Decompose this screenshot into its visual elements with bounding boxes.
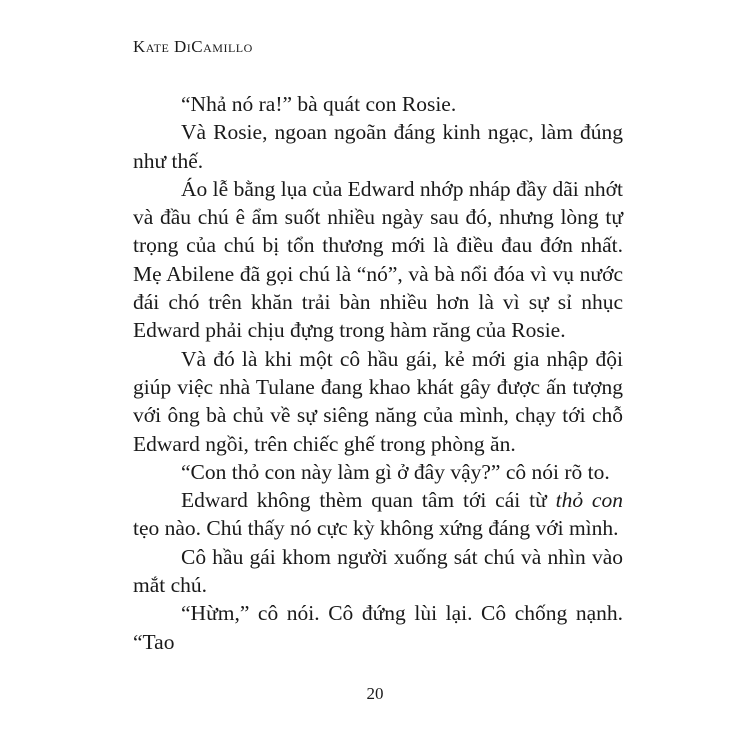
paragraph <box>133 543 623 600</box>
paragraph <box>133 345 623 458</box>
text-run: Và Rosie, ngoan ngoãn đáng kinh ngạc, làm đúng như thế. <box>133 120 623 173</box>
paragraph <box>133 486 623 543</box>
text-run: Áo lễ bằng lụa của Edward nhớp nháp đầy dãi nhớt và đầu chú ê ẩm suốt nhiều ngày sau đó, nhưng lòng tự trọng của chú bị tổn thương mới là điều đau đớn nhất. Mẹ Abilene đã gọi chú là “nó”, và bà nổi đóa vì vụ nước đái chó trên khăn trải bàn nhiều hơn là vì sự sỉ nhục Edward phải chịu đựng trong hàm răng của Rosie. <box>133 176 623 343</box>
text-run: Và đó là khi một cô hầu gái, kẻ mới gia nhập đội giúp việc nhà Tulane đang khao khát gây được ấn tượng với ông bà chủ về sự siêng năng của mình, chạy tới chỗ Edward ngồi, trên chiếc ghế trong phòng ăn. <box>133 346 623 456</box>
paragraph <box>133 118 623 175</box>
body-text <box>133 90 623 656</box>
paragraph <box>133 458 623 486</box>
text-run: Edward không thèm quan tâm tới cái từ <box>181 488 556 513</box>
text-run: Cô hầu gái khom người xuống sát chú và nhìn vào mắt chú. <box>133 544 623 598</box>
paragraph <box>133 90 623 118</box>
paragraph <box>133 599 623 656</box>
italic-text: thỏ con <box>555 488 623 513</box>
text-run: tẹo nào. Chú thấy nó cực kỳ không xứng đáng với mình. <box>133 516 619 541</box>
text-run: “Con thỏ con này làm gì ở đây vậy?” cô nói rõ to. <box>181 459 610 484</box>
text-run: “Hừm,” cô nói. Cô đứng lùi lại. Cô chống nạnh. “Tao <box>133 601 623 654</box>
page-number: 20 <box>366 684 384 703</box>
paragraph <box>133 175 623 345</box>
text-run: “Nhả nó ra!” bà quát con Rosie. <box>181 92 457 116</box>
running-head-author: Kate DiCamillo <box>133 37 253 56</box>
